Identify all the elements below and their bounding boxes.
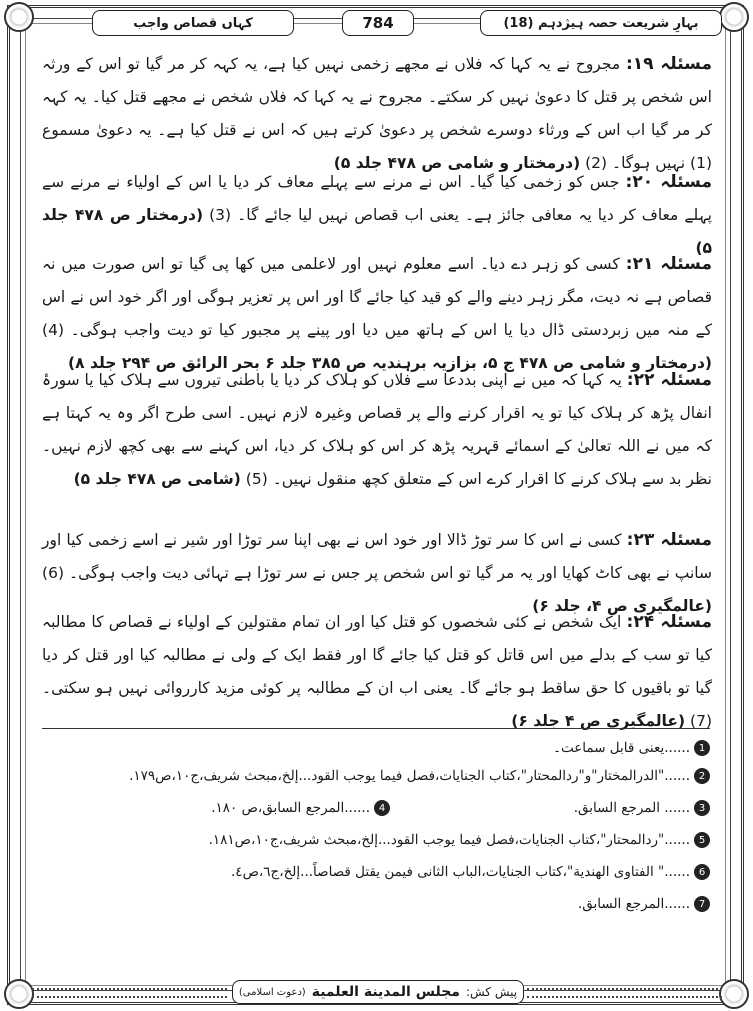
page-footer bbox=[32, 972, 722, 1002]
footnote-item bbox=[42, 827, 710, 853]
book-title: بہارِ شریعت حصہ ہیژدہم (18) bbox=[480, 10, 722, 36]
footer-prefix: پیش کش: bbox=[465, 985, 518, 999]
footnote-number: 3 bbox=[694, 800, 710, 816]
footnote-number: 5 bbox=[694, 832, 710, 848]
corner-ornament-icon bbox=[719, 2, 749, 32]
masala-text: کسی کو زہر دے دیا۔ اسے معلوم نہیں اور لاعلمی میں کھا پی گیا تو اس صورت میں نہ قصاص ہے نہ دیت، مگر زہر دینے والے کو قید کیا جائے گا اور اس پر تعزیر ہوگی اور اگر خود اس نے اس کے منہ میں زبردستی ڈال دیا یا اس کے ہاتھ میں دیا اور پینے پر مجبور کیا تو دیت واجب ہوگی۔ (4) bbox=[42, 255, 712, 339]
publisher-org: (دعوت اسلامی) bbox=[238, 986, 306, 998]
masala-24 bbox=[42, 606, 712, 738]
footnote-number: 2 bbox=[694, 768, 710, 784]
footnote-item bbox=[410, 795, 710, 821]
footer-chain-ornament bbox=[527, 988, 722, 998]
footnote-number: 1 bbox=[694, 740, 710, 756]
publisher-credit bbox=[232, 980, 524, 1004]
corner-ornament-icon bbox=[4, 979, 34, 1009]
masala-heading: مسئلہ ۲۰: bbox=[625, 172, 712, 192]
footnote-text: ......یعنی قابل سماعت۔ bbox=[553, 740, 690, 756]
footnote-item bbox=[50, 795, 390, 821]
footnote-number: 6 bbox=[694, 864, 710, 880]
footer-chain-ornament bbox=[32, 988, 227, 998]
masala-reference: (درمختار ص ۴۷۸ جلد ۵) bbox=[42, 206, 712, 257]
masala-text: یہ کہا کہ میں نے اپنی بددعا سے فلاں کو ہلاک کر دیا یا باطنی تیروں سے ہلاک کیا یا سورۂ انفال پڑھ کر ہلاک کیا تو یہ اقرار کرنے والے پر قصاص وغیرہ لازم نہیں۔ اسی طرح اگر وہ یہ کہتا ہے کہ میں نے اللہ تعالیٰ کے اسمائے قہریہ پڑھ کر اس کو ہلاک کر دیا، اس کہنے سے بھی کچھ لازم نہیں۔ نظر بد سے ہلاک کرنے کا اقرار کرے اس کے متعلق کچھ منقول نہیں۔ (5) bbox=[42, 371, 712, 488]
footnote-text: ......"الدرالمختار"و"ردالمحتار"،کتاب الجنايات،فصل فيما يوجب القود...إلخ،مبحث شريف،ج١٠،ص١٧٩. bbox=[129, 768, 690, 784]
masala-reference: (عالمگیری ص ۴ جلد ۶) bbox=[511, 712, 686, 730]
footnote-item bbox=[42, 735, 710, 761]
masala-19 bbox=[42, 48, 712, 180]
corner-ornament-icon bbox=[4, 2, 34, 32]
footnote-item bbox=[42, 891, 710, 917]
corner-ornament-icon bbox=[719, 979, 749, 1009]
masala-heading: مسئلہ ۲۳: bbox=[626, 530, 712, 550]
page-number: 784 bbox=[342, 10, 414, 36]
footnote-text: ......المرجع السابق. bbox=[577, 896, 690, 912]
masala-reference: (درمختار و شامی ص ۴۷۸ ج ۵، بزازیہ برہندیہ ص ۳۸۵ جلد ۶ بحر الرائق ص ۲۹۴ جلد ۸) bbox=[68, 354, 712, 372]
chapter-title: کہاں قصاص واجب bbox=[92, 10, 294, 36]
footnote-item bbox=[42, 859, 710, 885]
footnote-number: 4 bbox=[374, 800, 390, 816]
footnote-number: 7 bbox=[694, 896, 710, 912]
masala-text: ایک شخص نے کئی شخصوں کو قتل کیا اور ان تمام مقتولین کے اولیاء نے قصاص کا مطالبہ کیا تو سب کے بدلے میں اس قاتل کو قتل کیا جائے گا اور فقط ایک کے ولی نے مطالبہ کیا اور قتل کر دیا گیا تو باقیوں کا حق ساقط ہو جائے گا۔ یعنی اب ان کے مطالبہ پر کوئی مزید کارروائی نہیں ہو سکتی۔ (7) bbox=[42, 613, 712, 730]
publisher-name: مجلس المدينة العلمية bbox=[311, 984, 460, 1000]
masala-text: مجروح نے یہ کہا کہ فلاں نے مجھے زخمی نہیں کیا ہے، یہ کہہ کر مر گیا تو اس کے ورثہ اس شخص پر قتل کا دعویٰ نہیں کر سکتے۔ مجروح نے یہ کہا کہ فلاں شخص نے مجھے قتل کیا۔ یہ کہہ کر مر گیا اب اس کے ورثاء دوسرے شخص پر دعویٰ کرتے ہیں کہ اس نے قتل کیا ہے۔ یہ دعویٰ مسموع (1) نہیں ہوگا۔ (2) bbox=[42, 55, 712, 172]
footnote-text: ......"ردالمحتار"،كتاب الجنايات،فصل فيما يوجب القود...إلخ،مبحث شريف،ج١٠،ص١٨١. bbox=[208, 832, 690, 848]
masala-21 bbox=[42, 248, 712, 380]
masala-reference: (درمختار و شامی ص ۴۷۸ جلد ۵) bbox=[333, 154, 581, 172]
masala-reference: (شامی ص ۴۷۸ جلد ۵) bbox=[73, 470, 241, 488]
footnote-text: ...... المرجع السابق. bbox=[573, 800, 690, 816]
page-header bbox=[32, 10, 722, 36]
masala-heading: مسئلہ ۲۴: bbox=[626, 612, 712, 632]
masala-text: جس کو زخمی کیا گیا۔ اس نے مرنے سے پہلے معاف کر دیا یا اس کے اولیاء نے مرنے سے پہلے معاف کر دیا یہ معافی جائز ہے۔ یعنی اب قصاص نہیں لیا جائے گا۔ (3) bbox=[42, 173, 712, 224]
masala-reference: (عالمگیری ص ۴، جلد ۶) bbox=[532, 597, 712, 615]
footnote-text: ......" الفتاوى الهندية"،كتاب الجنايات،الباب الثانی فیمن يقتل قصاصاً...إلخ،ج٦،ص٤. bbox=[231, 864, 690, 880]
footnote-text: ......المرجع السابق،ص ١٨٠. bbox=[211, 800, 370, 816]
footnote-separator bbox=[42, 728, 710, 729]
masala-22 bbox=[42, 364, 712, 496]
masala-heading: مسئلہ ۲۱: bbox=[625, 254, 712, 274]
masala-heading: مسئلہ ۱۹: bbox=[625, 54, 712, 74]
masala-heading: مسئلہ ۲۲: bbox=[626, 370, 713, 390]
footnote-item bbox=[42, 763, 710, 789]
masala-text: کسی نے اس کا سر توڑ ڈالا اور خود اس نے بھی اپنا سر توڑا اور شیر نے اسے زخمی کیا اور سانپ نے بھی کاٹ کھایا اور یہ مر گیا تو اس شخص پر جس نے سر توڑا ہے تہائی دیت واجب ہوگی۔ (6) bbox=[42, 531, 712, 582]
